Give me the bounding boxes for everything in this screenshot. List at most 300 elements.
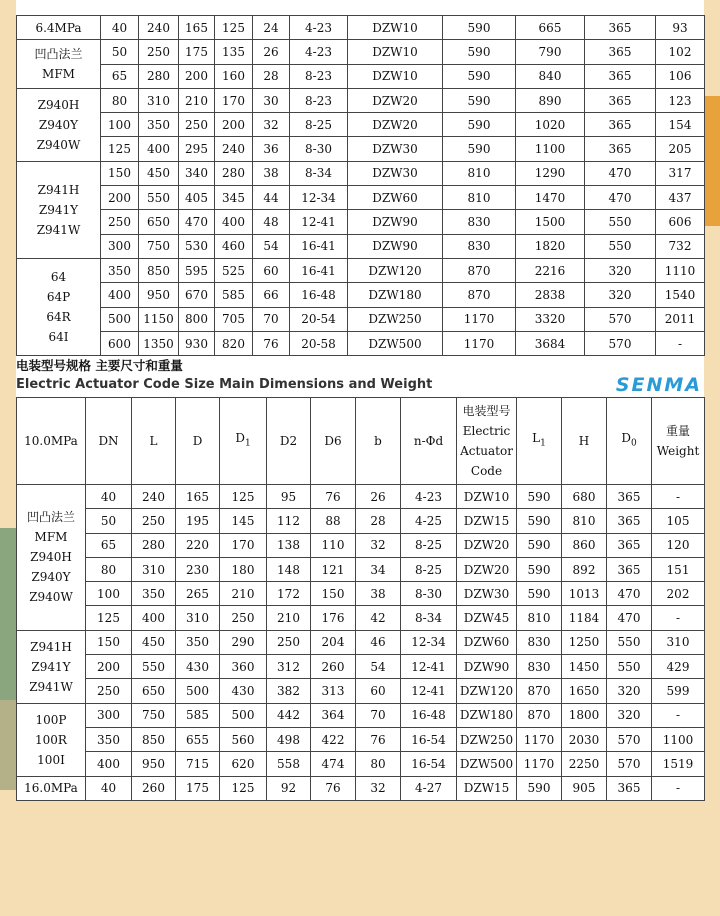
table-cell: 210 (179, 88, 215, 112)
table-cell: 65 (101, 64, 139, 88)
table-cell: 4-23 (290, 16, 348, 40)
table-cell: 680 (562, 485, 607, 509)
model-group-label-line: 64I (48, 330, 69, 345)
table-cell: DZW250 (457, 727, 517, 751)
header-d2: D2 (267, 398, 311, 485)
table-cell: 180 (220, 557, 267, 581)
table-row (17, 40, 705, 64)
model-group-label-line: 100R (35, 732, 67, 747)
table-cell: 665 (516, 16, 585, 40)
table-cell: 16-41 (290, 258, 348, 282)
table-cell: 470 (585, 161, 656, 185)
table-cell: DZW120 (348, 258, 443, 282)
table-cell: 850 (139, 258, 179, 282)
table-cell: 1013 (562, 582, 607, 606)
header-d1-base: D (235, 431, 245, 446)
table-cell: 240 (139, 16, 179, 40)
table-cell: 705 (215, 307, 253, 331)
table-cell: 585 (176, 703, 220, 727)
header-d0-subscript: 0 (630, 438, 637, 449)
table-cell: 8-23 (290, 64, 348, 88)
table-cell: 2030 (562, 727, 607, 751)
table-cell: 317 (656, 161, 705, 185)
header-h: H (562, 398, 607, 485)
table-cell: 20-54 (290, 307, 348, 331)
header-dn: DN (86, 398, 132, 485)
table-cell: 125 (220, 776, 267, 800)
table-cell: 860 (562, 533, 607, 557)
table-cell: 76 (356, 727, 401, 751)
table-cell: 16-54 (401, 727, 457, 751)
model-group-label-line: Z941W (29, 679, 73, 694)
table-cell: 585 (215, 283, 253, 307)
table-cell: 176 (311, 606, 356, 630)
table-cell: 93 (656, 16, 705, 40)
table-cell: 2250 (562, 752, 607, 776)
model-group-label-line: Z940Y (38, 117, 79, 132)
table-cell: 1110 (656, 258, 705, 282)
table-cell: 48 (253, 210, 290, 234)
table-cell: 365 (607, 485, 652, 509)
table-cell: 70 (356, 703, 401, 727)
table-row (17, 113, 705, 137)
table-cell: 105 (652, 509, 705, 533)
table-cell: 525 (215, 258, 253, 282)
table-cell: 950 (139, 283, 179, 307)
table-row (17, 606, 705, 630)
table-cell: 24 (253, 16, 290, 40)
table-cell: 66 (253, 283, 290, 307)
table-row (17, 186, 705, 210)
table-cell: 260 (311, 655, 356, 679)
table-cell: 442 (267, 703, 311, 727)
caption-english: Electric Actuator Code Size Main Dimensions and Weight (16, 377, 433, 392)
table-cell: 360 (220, 655, 267, 679)
table-cell: 34 (356, 557, 401, 581)
table-cell: 32 (356, 776, 401, 800)
table-row (17, 776, 705, 800)
table-cell: 830 (443, 234, 516, 258)
table-cell: 4-25 (401, 509, 457, 533)
table-cell: 172 (267, 582, 311, 606)
table-cell: 30 (253, 88, 290, 112)
table-cell: 100 (86, 582, 132, 606)
table-cell: 345 (215, 186, 253, 210)
table-cell: 110 (311, 533, 356, 557)
table-cell: 250 (139, 40, 179, 64)
pressure-label: 6.4MPa (17, 16, 101, 40)
table-cell: 4-23 (401, 485, 457, 509)
table-cell: DZW10 (348, 16, 443, 40)
header-row (17, 398, 705, 485)
table-cell: 112 (267, 509, 311, 533)
table-cell: 50 (101, 40, 139, 64)
table-cell: DZW30 (348, 137, 443, 161)
table-cell: 76 (311, 485, 356, 509)
header-d6: D6 (311, 398, 356, 485)
table-cell: 450 (139, 161, 179, 185)
table-cell: 170 (220, 533, 267, 557)
table-cell: 92 (267, 776, 311, 800)
table-row (17, 485, 705, 509)
dimensions-table-10mpa (16, 397, 705, 801)
table-cell: 350 (132, 582, 176, 606)
table-cell: 150 (311, 582, 356, 606)
table-cell: DZW500 (348, 331, 443, 355)
model-group-label-line: Z940W (29, 590, 73, 605)
header-code-line: Electric (462, 424, 511, 438)
table-cell: 437 (656, 186, 705, 210)
table-cell: 205 (656, 137, 705, 161)
table-cell: 365 (585, 64, 656, 88)
table-cell: 310 (176, 606, 220, 630)
table-cell: 590 (443, 113, 516, 137)
header-pressure: 10.0MPa (17, 398, 86, 485)
table-cell: 430 (220, 679, 267, 703)
table-cell: 498 (267, 727, 311, 751)
header-l: L (132, 398, 176, 485)
table-cell: 655 (176, 727, 220, 751)
table-cell: 313 (311, 679, 356, 703)
table-cell: 76 (253, 331, 290, 355)
table-cell: - (652, 703, 705, 727)
table-cell: 165 (176, 485, 220, 509)
table-cell: 12-41 (401, 655, 457, 679)
table-cell: 40 (101, 16, 139, 40)
table-cell: 8-30 (290, 137, 348, 161)
model-group-label-line: Z940W (36, 137, 81, 152)
table-cell: 1500 (516, 210, 585, 234)
table-cell: 590 (517, 533, 562, 557)
pressure-label: 16.0MPa (17, 776, 86, 800)
table-cell: 570 (585, 331, 656, 355)
model-group-label-line: Z941Y (38, 202, 79, 217)
table-cell: 16-54 (401, 752, 457, 776)
table-cell: - (652, 485, 705, 509)
table-cell: 810 (517, 606, 562, 630)
table-cell: 145 (220, 509, 267, 533)
model-group-label (17, 485, 86, 631)
table-cell: DZW15 (457, 509, 517, 533)
table-cell: 8-25 (290, 113, 348, 137)
table-row (17, 234, 705, 258)
table-cell: 100 (101, 113, 139, 137)
header-code-line: Actuator (460, 444, 513, 458)
table-cell: 550 (607, 630, 652, 654)
table-cell: 32 (253, 113, 290, 137)
table-cell: 54 (253, 234, 290, 258)
table-cell: 300 (86, 703, 132, 727)
table-cell: 175 (176, 776, 220, 800)
table-cell: 250 (267, 630, 311, 654)
table-cell: 550 (607, 655, 652, 679)
table-cell: 430 (176, 655, 220, 679)
model-group-label-line: 64P (46, 290, 71, 305)
table-cell: 600 (101, 331, 139, 355)
table-cell: 400 (139, 137, 179, 161)
header-d: D (176, 398, 220, 485)
table-row (17, 582, 705, 606)
table-cell: 4-23 (290, 40, 348, 64)
table-cell: 295 (179, 137, 215, 161)
table-cell: 38 (253, 161, 290, 185)
table-cell: 365 (585, 88, 656, 112)
table-cell: 732 (656, 234, 705, 258)
table-cell: 800 (179, 307, 215, 331)
table-row (17, 533, 705, 557)
table-row (17, 283, 705, 307)
table-cell: 175 (179, 40, 215, 64)
table-cell: 200 (101, 186, 139, 210)
table-cell: 750 (132, 703, 176, 727)
table-cell: 558 (267, 752, 311, 776)
model-group-label (17, 40, 101, 89)
table-cell: DZW90 (457, 655, 517, 679)
table-cell: DZW60 (457, 630, 517, 654)
table-cell: 60 (253, 258, 290, 282)
table-cell: 16-48 (401, 703, 457, 727)
table-cell: 28 (356, 509, 401, 533)
table-cell: 590 (443, 16, 516, 40)
table-cell: 590 (517, 582, 562, 606)
table-cell: 470 (585, 186, 656, 210)
table-cell: 470 (607, 606, 652, 630)
table-cell: 620 (220, 752, 267, 776)
table-cell: 8-23 (290, 88, 348, 112)
table-cell: 310 (652, 630, 705, 654)
table-cell: 202 (652, 582, 705, 606)
header-weight-line: 重量 (665, 424, 690, 438)
model-group-label-line: Z941W (36, 222, 81, 237)
table-cell: 28 (253, 64, 290, 88)
table-cell: 320 (585, 283, 656, 307)
table-cell: 150 (86, 630, 132, 654)
header-d0 (607, 398, 652, 485)
table-cell: 240 (132, 485, 176, 509)
table-cell: 250 (179, 113, 215, 137)
model-group-label-line: Z941H (37, 182, 80, 197)
table-cell: 106 (656, 64, 705, 88)
table-cell: 32 (356, 533, 401, 557)
table-cell: 1100 (516, 137, 585, 161)
table-cell: 470 (179, 210, 215, 234)
table-cell: 125 (215, 16, 253, 40)
table-cell: 422 (311, 727, 356, 751)
table-cell: 38 (356, 582, 401, 606)
senma-logo: SENMA (615, 374, 702, 396)
table-cell: 88 (311, 509, 356, 533)
table-cell: 1170 (443, 331, 516, 355)
table-cell: DZW30 (457, 582, 517, 606)
table-cell: 550 (132, 655, 176, 679)
table-cell: 590 (517, 557, 562, 581)
table-cell: 474 (311, 752, 356, 776)
table-cell: 1800 (562, 703, 607, 727)
table-cell: 365 (585, 113, 656, 137)
table-cell: 250 (101, 210, 139, 234)
table-cell: 590 (517, 509, 562, 533)
table-cell: 400 (215, 210, 253, 234)
model-group-label-line: 100I (37, 752, 65, 767)
table-cell: 265 (176, 582, 220, 606)
header-d1-subscript: 1 (244, 438, 251, 449)
table-cell: 606 (656, 210, 705, 234)
table-cell: 125 (220, 485, 267, 509)
table-cell: DZW60 (348, 186, 443, 210)
header-weight (652, 398, 705, 485)
model-group-label-line: 100P (35, 712, 67, 727)
table-cell: DZW90 (348, 234, 443, 258)
table-cell: 135 (215, 40, 253, 64)
model-group-label-line: Z940Y (31, 570, 71, 585)
table-cell: 230 (176, 557, 220, 581)
table-cell: 350 (101, 258, 139, 282)
table-cell: 1820 (516, 234, 585, 258)
table-cell: 8-25 (401, 533, 457, 557)
table-cell: 670 (179, 283, 215, 307)
table-cell: DZW45 (457, 606, 517, 630)
table-cell: DZW180 (457, 703, 517, 727)
table-cell: 80 (101, 88, 139, 112)
model-group-label-line: Z941Y (31, 659, 71, 674)
table-cell: 590 (443, 137, 516, 161)
table-cell: 250 (86, 679, 132, 703)
table-cell: 1250 (562, 630, 607, 654)
table-cell: 240 (215, 137, 253, 161)
table-cell: DZW20 (457, 533, 517, 557)
table-cell: 650 (132, 679, 176, 703)
table-cell: 154 (656, 113, 705, 137)
table-cell: 120 (652, 533, 705, 557)
table-cell: 40 (86, 485, 132, 509)
header-l1-subscript: 1 (540, 438, 546, 449)
table-cell: 76 (311, 776, 356, 800)
table-cell: 1450 (562, 655, 607, 679)
table-cell: 382 (267, 679, 311, 703)
table-cell: 590 (517, 485, 562, 509)
table-cell: 16-41 (290, 234, 348, 258)
table-cell: 500 (101, 307, 139, 331)
table-row (17, 64, 705, 88)
table-cell: 310 (139, 88, 179, 112)
dimensions-table-6-4mpa (16, 15, 705, 356)
model-group-label (17, 161, 101, 258)
table-cell: 1290 (516, 161, 585, 185)
model-group-label (17, 630, 86, 703)
table-cell: 16-48 (290, 283, 348, 307)
table-cell: 595 (179, 258, 215, 282)
table-cell: 350 (139, 113, 179, 137)
table-cell: DZW20 (457, 557, 517, 581)
table-cell: 138 (267, 533, 311, 557)
table-cell: 570 (607, 727, 652, 751)
table-cell: 4-27 (401, 776, 457, 800)
table-row (17, 679, 705, 703)
header-code-line: 电装型号 (462, 404, 511, 418)
table-cell: 290 (220, 630, 267, 654)
table-cell: 8-34 (401, 606, 457, 630)
table-cell: 550 (139, 186, 179, 210)
table-cell: 810 (443, 186, 516, 210)
table-cell: 1650 (562, 679, 607, 703)
table-cell: 312 (267, 655, 311, 679)
header-l1 (517, 398, 562, 485)
table-cell: 40 (86, 776, 132, 800)
table-cell: 8-34 (290, 161, 348, 185)
table-cell: DZW180 (348, 283, 443, 307)
table-cell: 148 (267, 557, 311, 581)
table-cell: 60 (356, 679, 401, 703)
table-cell: 892 (562, 557, 607, 581)
table-cell: 44 (253, 186, 290, 210)
table-cell: 8-30 (401, 582, 457, 606)
table-cell: 365 (607, 776, 652, 800)
table-cell: 200 (215, 113, 253, 137)
table-cell: 125 (101, 137, 139, 161)
table-cell: 320 (585, 258, 656, 282)
table-row (17, 210, 705, 234)
model-group-label-line: Z940H (37, 97, 80, 112)
table-row (17, 630, 705, 654)
table-cell: 470 (607, 582, 652, 606)
table-cell: 20-58 (290, 331, 348, 355)
table-cell: 3684 (516, 331, 585, 355)
table-cell: 1540 (656, 283, 705, 307)
table-cell: 1020 (516, 113, 585, 137)
table-cell: 12-41 (290, 210, 348, 234)
header-n-phi-d: n-Φd (401, 398, 457, 485)
table-cell: 650 (139, 210, 179, 234)
table-cell: 400 (132, 606, 176, 630)
table-cell: 570 (607, 752, 652, 776)
header-actuator-code (457, 398, 517, 485)
table-cell: 26 (356, 485, 401, 509)
table-cell: 280 (139, 64, 179, 88)
table-row (17, 16, 705, 40)
table-cell: DZW30 (348, 161, 443, 185)
table-row (17, 509, 705, 533)
table-cell: 590 (517, 776, 562, 800)
table-cell: 220 (176, 533, 220, 557)
table-cell: 715 (176, 752, 220, 776)
left-edge-accent-lower (0, 700, 16, 790)
table-cell: 364 (311, 703, 356, 727)
table-cell: 320 (607, 679, 652, 703)
table-row (17, 752, 705, 776)
table-cell: 102 (656, 40, 705, 64)
table-cell: 170 (215, 88, 253, 112)
table-cell: DZW250 (348, 307, 443, 331)
table-row (17, 655, 705, 679)
caption-chinese: 电装型号规格 主要尺寸和重量 (16, 358, 183, 373)
table-cell: 460 (215, 234, 253, 258)
table-row (17, 331, 705, 355)
model-group-label (17, 258, 101, 355)
table-cell: 930 (179, 331, 215, 355)
table-cell: 42 (356, 606, 401, 630)
table-cell: 210 (220, 582, 267, 606)
header-b: b (356, 398, 401, 485)
header-code-line: Code (470, 464, 503, 478)
table-row (17, 307, 705, 331)
table-cell: 400 (86, 752, 132, 776)
table-cell: 36 (253, 137, 290, 161)
table-cell: 870 (443, 283, 516, 307)
model-group-label-line: Z940H (30, 550, 72, 565)
table-cell: 2216 (516, 258, 585, 282)
table-cell: DZW90 (348, 210, 443, 234)
table-cell: 250 (132, 509, 176, 533)
